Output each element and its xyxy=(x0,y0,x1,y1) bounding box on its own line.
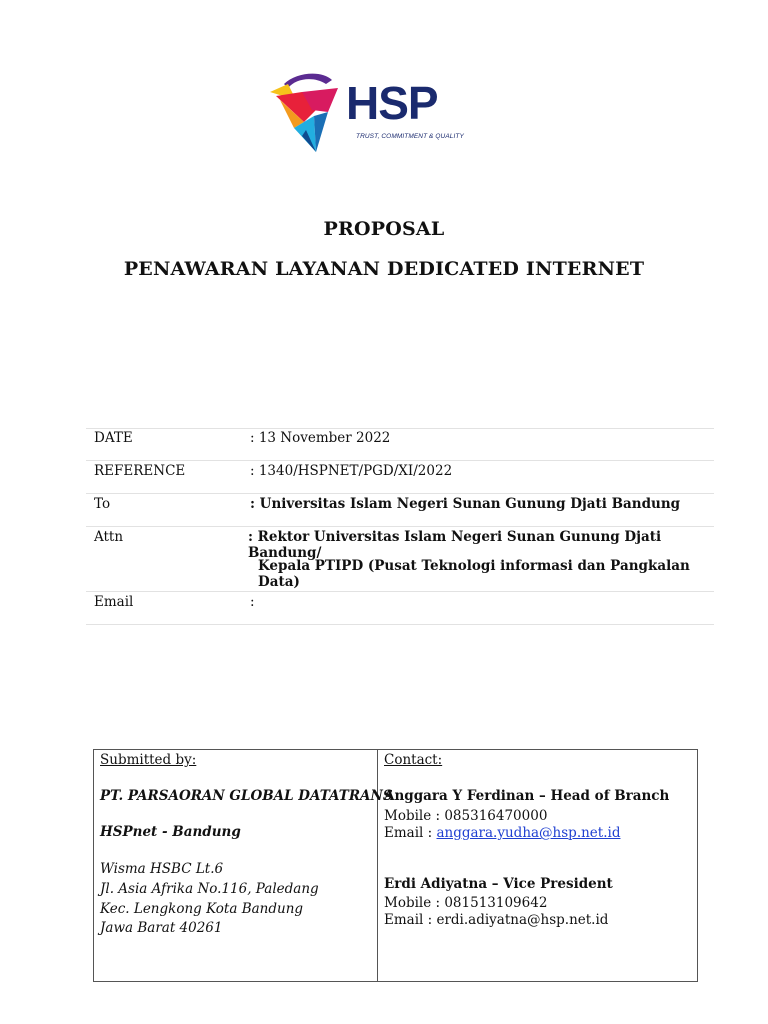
logo-brand-text: HSP xyxy=(346,77,438,129)
contact-box xyxy=(93,749,698,982)
contact2-name: Erdi Adiyatna – Vice President xyxy=(384,876,613,892)
contact-heading: Contact: xyxy=(384,752,443,768)
info-row-date xyxy=(86,428,714,461)
to-value: : Universitas Islam Negeri Sunan Gunung Djati Bandung xyxy=(250,496,681,512)
info-row-email xyxy=(86,592,714,625)
proposal-subtitle: PENAWARAN LAYANAN DEDICATED INTERNET xyxy=(123,258,645,280)
reference-value: : 1340/HSPNET/PGD/XI/2022 xyxy=(250,463,453,479)
hsp-logo xyxy=(266,70,466,162)
submitted-heading: Submitted by: xyxy=(100,752,197,768)
contact1-email-link[interactable]: anggara.yudha@hsp.net.id xyxy=(436,825,621,841)
info-row-to xyxy=(86,494,714,527)
contact1-mobile: Mobile : 085316470000 xyxy=(384,808,548,824)
contact-box-divider xyxy=(377,750,378,981)
attn-value-line2: Kepala PTIPD (Pusat Teknologi informasi dan Pangkalan Data) xyxy=(258,558,690,590)
reference-label: REFERENCE xyxy=(94,463,186,479)
date-value: : 13 November 2022 xyxy=(250,430,391,446)
attn-value-line1: : Rektor Universitas Islam Negeri Sunan Gunung Djati Bandung/ xyxy=(248,529,662,561)
info-row-attn xyxy=(86,527,714,592)
address-line: Kec. Lengkong Kota Bandung xyxy=(100,901,304,917)
info-table xyxy=(86,428,714,625)
contact1-email-row xyxy=(384,825,620,841)
date-label: DATE xyxy=(94,430,133,446)
to-label: To xyxy=(94,496,111,512)
contact2-mobile: Mobile : 081513109642 xyxy=(384,895,548,911)
contact2-email: Email : erdi.adiyatna@hsp.net.id xyxy=(384,912,609,928)
address-line: Wisma HSBC Lt.6 xyxy=(100,861,224,877)
submitted-branch: HSPnet - Bandung xyxy=(100,824,241,840)
attn-label: Attn xyxy=(94,529,124,545)
contact1-name: Anggara Y Ferdinan – Head of Branch xyxy=(384,788,670,804)
logo-tagline: TRUST, COMMITMENT & QUALITY xyxy=(356,133,464,140)
email-label: Email xyxy=(94,594,134,610)
contact1-email-label: Email : xyxy=(384,825,437,841)
info-row-reference xyxy=(86,461,714,494)
address-line: Jl. Asia Afrika No.116, Paledang xyxy=(100,881,319,897)
submitted-company: PT. PARSAORAN GLOBAL DATATRANS xyxy=(100,788,393,804)
proposal-title: PROPOSAL xyxy=(323,218,445,240)
address-line: Jawa Barat 40261 xyxy=(100,920,223,936)
hsp-logo-mark-icon xyxy=(266,70,356,162)
email-value: : xyxy=(250,594,255,610)
